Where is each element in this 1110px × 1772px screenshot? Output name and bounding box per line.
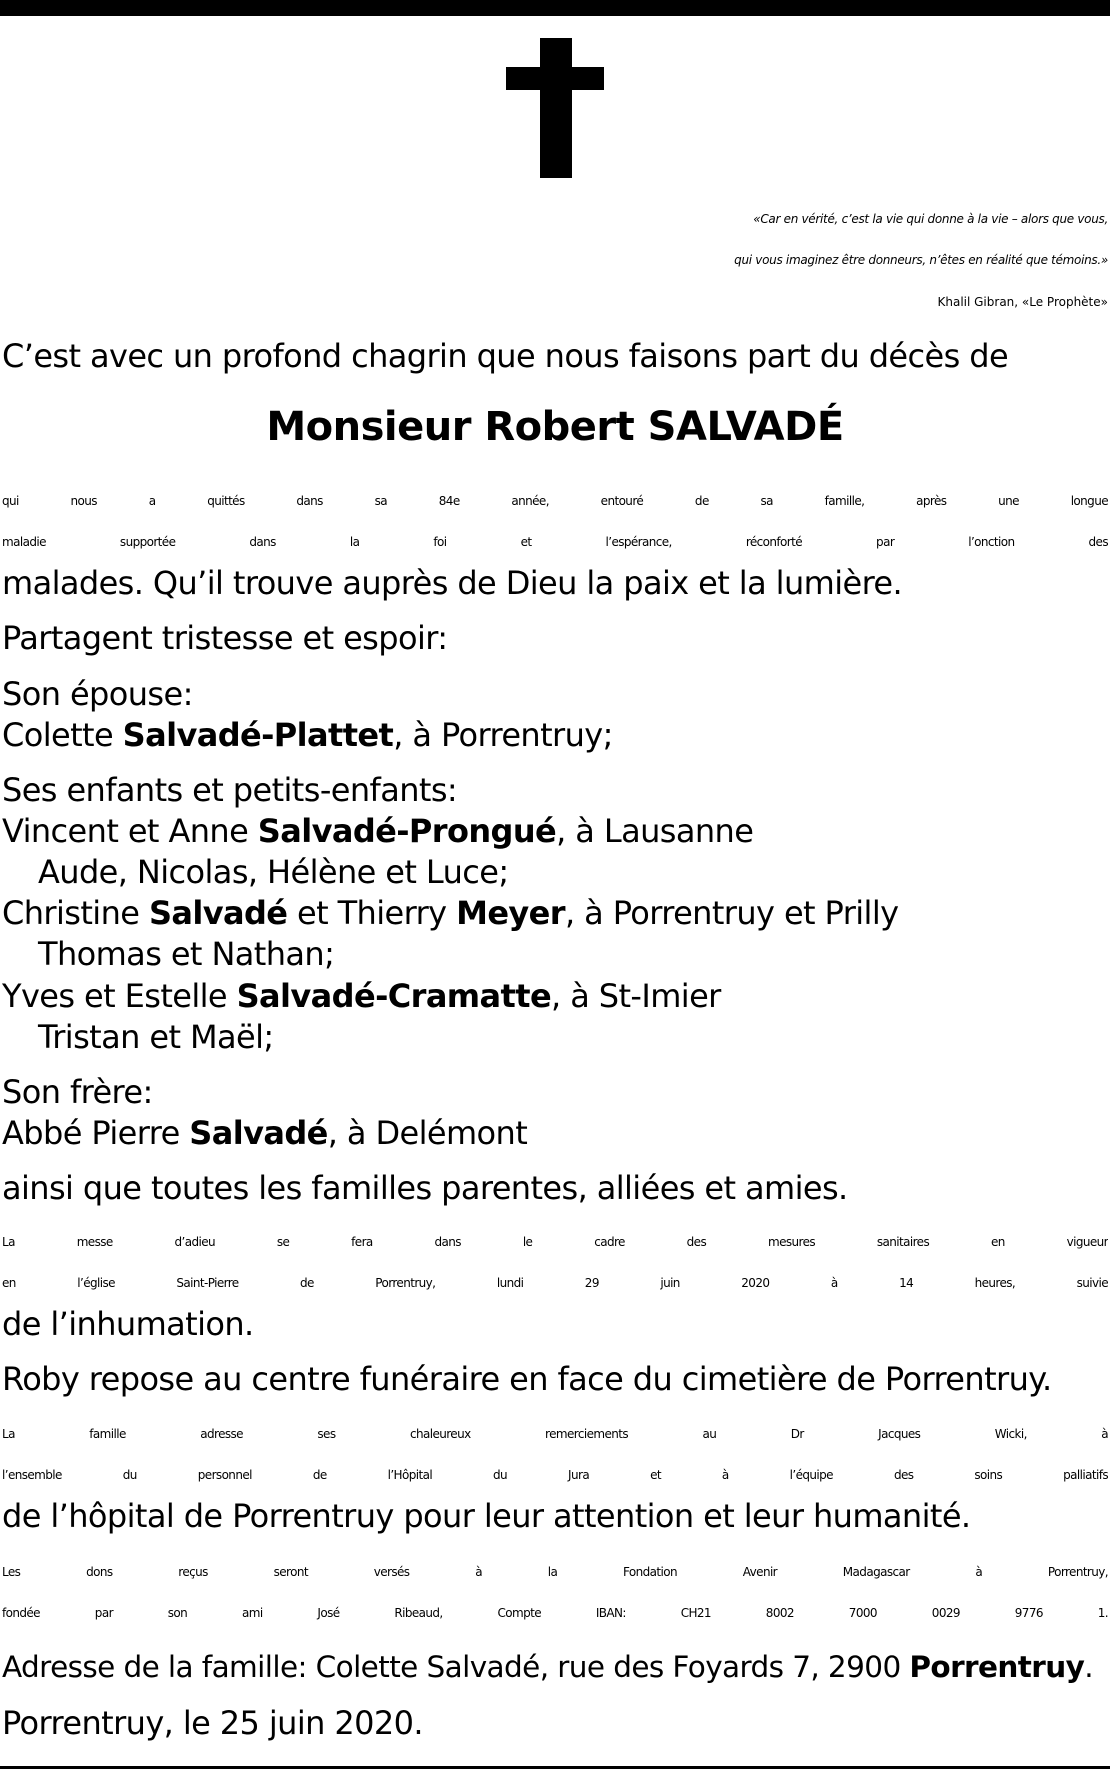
spouse-line: Colette Salvadé-Plattet, à Porrentruy;: [2, 716, 613, 754]
others-line: ainsi que toutes les familles parentes, alliées et amies.: [2, 1169, 848, 1207]
thanks-line-2: l’ensemble du personnel de l’Hôpital du Jura et à l’équipe des soins palliatifs: [2, 1468, 1108, 1482]
children-heading: Ses enfants et petits-enfants:: [2, 771, 458, 809]
share-line: Partagent tristesse et espoir:: [2, 619, 448, 657]
para-line-2: maladie supportée dans la foi et l’espérance, réconforté par l’onction des: [2, 535, 1108, 549]
rest-line: Roby repose au centre funéraire en face du cimetière de Porrentruy.: [2, 1360, 1052, 1398]
child-1: Vincent et Anne Salvadé-Prongué, à Lausanne: [2, 812, 754, 850]
para-line-3: malades. Qu’il trouve auprès de Dieu la paix et la lumière.: [2, 564, 903, 602]
quote-attribution: Khalil Gibran, «Le Prophète»: [937, 295, 1108, 309]
deceased-name: Monsieur Robert SALVADÉ: [266, 404, 844, 450]
child-2: Christine Salvadé et Thierry Meyer, à Porrentruy et Prilly: [2, 894, 899, 932]
spouse-heading: Son épouse:: [2, 675, 193, 713]
grandchildren-1: Aude, Nicolas, Hélène et Luce;: [38, 853, 509, 891]
date-line: Porrentruy, le 25 juin 2020.: [2, 1704, 423, 1742]
thanks-line-1: La famille adresse ses chaleureux remerciements au Dr Jacques Wicki, à: [2, 1427, 1108, 1441]
address-line: Adresse de la famille: Colette Salvadé, rue des Foyards 7, 2900 Porrentruy.: [2, 1650, 1094, 1684]
quote-line-2: qui vous imaginez être donneurs, n’êtes en réalité que témoins.»: [734, 253, 1108, 267]
donation-line-1: Les dons reçus seront versés à la Fondation Avenir Madagascar à Porrentruy,: [2, 1565, 1108, 1579]
child-3: Yves et Estelle Salvadé-Cramatte, à St-Imier: [2, 977, 721, 1015]
quote-line-1: «Car en vérité, c’est la vie qui donne à la vie – alors que vous,: [753, 212, 1108, 226]
mass-line-2: en l’église Saint-Pierre de Porrentruy, lundi 29 juin 2020 à 14 heures, suivie: [2, 1276, 1108, 1290]
brother-heading: Son frère:: [2, 1073, 153, 1111]
grandchildren-3: Tristan et Maël;: [38, 1018, 274, 1056]
para-line-1: qui nous a quittés dans sa 84e année, entouré de sa famille, après une longue: [2, 494, 1108, 508]
mass-line-3: de l’inhumation.: [2, 1305, 254, 1343]
bottom-border: [0, 1766, 1110, 1769]
brother-line: Abbé Pierre Salvadé, à Delémont: [2, 1114, 528, 1152]
grandchildren-2: Thomas et Nathan;: [38, 935, 335, 973]
mass-line-1: La messe d’adieu se fera dans le cadre des mesures sanitaires en vigueur: [2, 1235, 1108, 1249]
cross-icon: [0, 0, 1110, 180]
intro: C’est avec un profond chagrin que nous faisons part du décès de: [2, 337, 1009, 375]
donation-line-2: fondée par son ami José Ribeaud, Compte IBAN: CH21 8002 7000 0029 9776 1.: [2, 1606, 1108, 1620]
thanks-line-3: de l’hôpital de Porrentruy pour leur attention et leur humanité.: [2, 1497, 971, 1535]
